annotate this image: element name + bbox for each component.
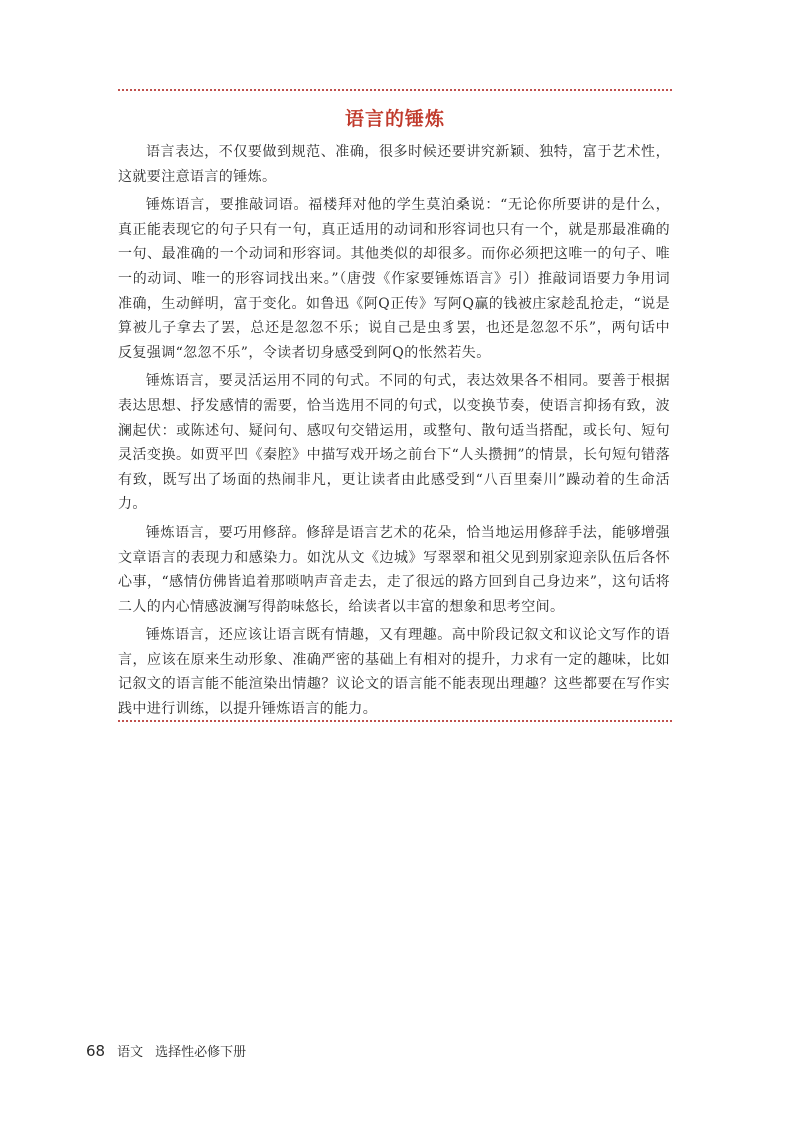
paragraph-rhetoric: 锤炼语言，要巧用修辞。修辞是语言艺术的花朵，恰当地运用修辞手法，能够增强文章语言的表现力和感染力。如沈从文《边城》写翠翠和祖父见到别家迎亲队伍后各怀心事，“感情仿佛皆追着那唢呐声音走去，走了很远的路方回到自己身边来”，这句话将二人的内心情感波澜写得韵味悠长，给读者以丰富的想象和思考空间。 bbox=[118, 524, 670, 615]
footer-book-title: 选择性必修下册 bbox=[155, 1045, 247, 1060]
section-body bbox=[118, 140, 670, 726]
bottom-dotted-divider bbox=[118, 720, 672, 722]
paragraph-word-choice: 锤炼语言，要推敲词语。福楼拜对他的学生莫泊桑说：“无论你所要讲的是什么，真正能表现它的句子只有一句，真正适用的动词和形容词也只有一个，就是那最准确的一句、最准确的一个动词和形容词。其他类似的却很多。而你必须把这唯一的句子、唯一的动词、唯一的形容词找出来。”（唐弢《作家要锤炼语言》引）推敲词语要力争用词准确，生动鲜明，富于变化。如鲁迅《阿Q正传》写阿Q赢的钱被庄家趁乱抢走，“说是算被儿子拿去了罢，总还是忽忽不乐；说自己是虫豸罢，也还是忽忽不乐”，两句话中反复强调“忽忽不乐”，令读者切身感受到阿Q的怅然若失。 bbox=[118, 197, 670, 361]
top-dotted-divider bbox=[118, 89, 672, 91]
page-number: 68 bbox=[86, 1042, 106, 1060]
page-footer bbox=[86, 1041, 246, 1060]
paragraph-sentence-patterns: 锤炼语言，要灵活运用不同的句式。不同的句式，表达效果各不相同。要善于根据表达思想、抒发感情的需要，恰当选用不同的句式，以变换节奏，使语言抑扬有致，波澜起伏：或陈述句、疑问句、感叹句交错运用，或整句、散句适当搭配，或长句、短句灵活变换。如贾平凹《秦腔》中描写戏开场之前台下“人头攒拥”的情景，长句短句错落有致，既写出了场面的热闹非凡，更让读者由此感受到“八百里秦川”躁动着的生命活力。 bbox=[118, 373, 670, 513]
section-title: 语言的锤炼 bbox=[344, 108, 445, 130]
paragraph-intro: 语言表达，不仅要做到规范、准确，很多时候还要讲究新颖、独特，富于艺术性，这就要注意语言的锤炼。 bbox=[118, 144, 670, 185]
footer-subject: 语文 bbox=[117, 1045, 144, 1060]
paragraph-interest: 锤炼语言，还应该让语言既有情趣，又有理趣。高中阶段记叙文和议论文写作的语言，应该在原来生动形象、准确严密的基础上有相对的提升，力求有一定的趣味，比如记叙文的语言能不能渲染出情趣？议论文的语言能不能表现出理趣？这些都要在写作实践中进行训练，以提升锤炼语言的能力。 bbox=[118, 627, 670, 718]
